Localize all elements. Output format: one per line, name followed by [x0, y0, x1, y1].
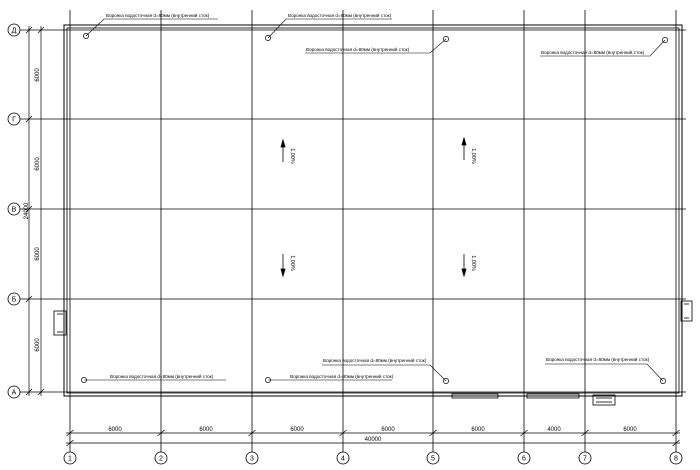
slope-label-3: 1,00% [289, 255, 295, 271]
drain-label-2: Воронка водосточная d=80мм (внутренний сток) [288, 13, 392, 18]
drain-label-4: Воронка водосточная d=80мм (внутренний сток) [541, 50, 645, 55]
col-label-7: 7 [583, 455, 587, 463]
dim-bay-1: 6000 [108, 427, 122, 433]
col-label-2: 2 [159, 455, 163, 463]
dim-depth-1: 6000 [35, 68, 41, 82]
grid-axis-lines [15, 10, 686, 452]
inner-wall [67, 28, 679, 393]
row-axis-labels [12, 28, 17, 397]
drain-label-5: Воронка водосточная d=80мм (внутренний сток) [110, 374, 214, 379]
drain-label-6: Воронка водосточная d=80мм (внутренний сток) [290, 374, 394, 379]
dim-overall-depth: 24000 [24, 202, 30, 220]
col-label-4: 4 [341, 455, 345, 463]
slope-arrows [281, 138, 466, 276]
col-label-1: 1 [68, 455, 72, 463]
row-label-v: В [11, 206, 17, 214]
slope-label-2: 1,00% [470, 148, 476, 164]
left-dimension-values [24, 68, 41, 352]
slope-label-4: 1,00% [470, 255, 476, 271]
outer-wall [64, 25, 682, 396]
dim-depth-2: 6000 [35, 157, 41, 171]
drain-label-7: Воронка водосточная d=80мм (внутренний сток) [323, 358, 427, 363]
row-label-a: А [11, 389, 17, 397]
row-label-d: Д [11, 27, 17, 35]
slope-arrow-down-2 [462, 269, 466, 276]
roof-drains [81, 33, 667, 383]
dim-bay-3: 6000 [290, 427, 304, 433]
column-axis-labels [68, 456, 678, 463]
drain-leaders [84, 19, 665, 381]
dim-depth-4: 6000 [35, 338, 41, 352]
slope-labels [289, 148, 476, 271]
dim-overall-width: 40000 [364, 437, 382, 443]
col-label-6: 6 [522, 455, 526, 463]
slope-arrow-up-2 [462, 138, 466, 145]
dim-depth-3: 6000 [35, 247, 41, 261]
drain-label-8: Воронка водосточная d=80мм (внутренний сток) [546, 357, 650, 362]
drain-labels [106, 12, 650, 379]
building-outline [64, 25, 682, 396]
slope-arrow-up-1 [281, 140, 285, 147]
wall-openings [54, 301, 692, 405]
row-label-b: Б [11, 296, 17, 304]
dim-bay-4: 6000 [381, 427, 395, 433]
row-label-g: Г [12, 116, 16, 124]
slope-label-1: 1,00% [289, 148, 295, 164]
dim-bay-6: 4000 [547, 427, 561, 433]
slope-arrow-down-1 [281, 269, 285, 276]
col-label-8: 8 [674, 455, 678, 463]
drain-label-1: Воронка водосточная d=80мм (внутренний сток) [106, 13, 210, 18]
dim-bay-7: 6000 [623, 427, 637, 433]
drain-label-3: Воронка водосточная d=80мм (внутренний сток) [306, 47, 410, 52]
dim-bay-5: 6000 [471, 427, 485, 433]
dim-bay-2: 6000 [199, 427, 213, 433]
col-label-5: 5 [431, 455, 435, 463]
column-axis-bubbles [64, 452, 682, 464]
col-label-3: 3 [250, 455, 254, 463]
bottom-dimension-values [108, 427, 637, 443]
